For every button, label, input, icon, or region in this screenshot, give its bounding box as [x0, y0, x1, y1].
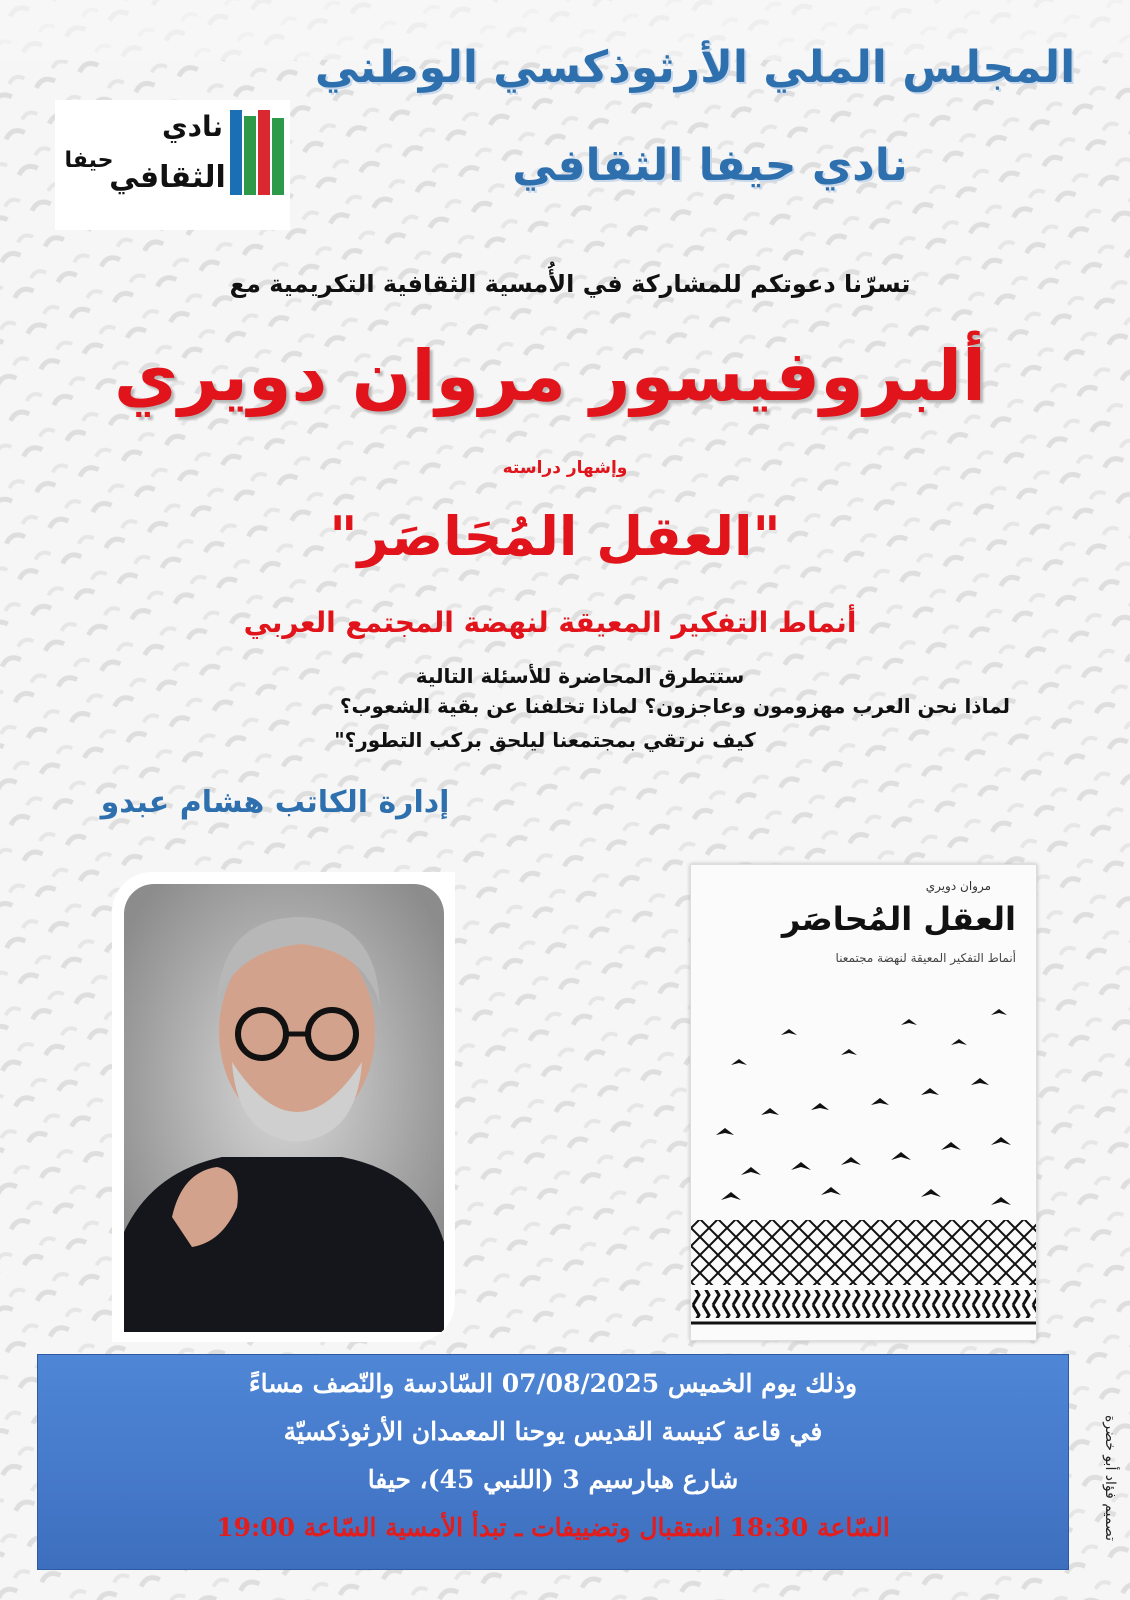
cover-birds-pattern — [691, 985, 1036, 1340]
logo-text-haifa: حيفا — [64, 148, 114, 173]
launch-text: وإشهار دراسته — [502, 458, 628, 478]
logo-text-thaqafi: الثقافي — [109, 160, 226, 195]
event-date-line: وذلك يوم الخميس 07/08/2025 السّادسة والنّصف مساءً — [248, 1369, 858, 1398]
speaker-name: ألبروفيسور مروان دويري — [113, 335, 987, 417]
invitation-text: تسرّنا دعوتكم للمشاركة في الأُمسية الثقافية التكريمية مع — [229, 270, 911, 298]
logo-text-nadi: نادي — [161, 110, 223, 143]
event-time-line: السّاعة 18:30 استقبال وتضييفات ـ تبدأ الأمسية السّاعة 19:00 — [216, 1513, 890, 1542]
speaker-photo — [112, 872, 455, 1342]
book-title: "العقل المُحَاصَر" — [329, 505, 781, 568]
question-1: لماذا نحن العرب مهزومون وعاجزون؟ لماذا تخلفنا عن بقية الشعوب؟ — [339, 694, 1010, 718]
club-logo — [55, 100, 290, 230]
cover-author: مروان دويري — [925, 879, 991, 893]
cover-title: العقل المُحاصَر — [781, 900, 1016, 938]
event-banner — [37, 1354, 1069, 1570]
book-cover — [690, 864, 1037, 1341]
cover-subtitle: أنماط التفكير المعيقة لنهضة مجتمعنا — [835, 951, 1016, 965]
event-address-line: شارع هبارسيم 3 (اللنبي 45)، حيفا — [367, 1465, 739, 1494]
books-icon — [230, 110, 285, 195]
club-heading: نادي حيفا الثقافي — [512, 140, 908, 191]
question-2: كيف نرتقي بمجتمعنا ليلحق بركب التطور؟" — [334, 728, 756, 752]
event-venue-line: في قاعة كنيسة القديس يوحنا المعمدان الأرثوذكسيّة — [283, 1417, 823, 1446]
book-subtitle: أنماط التفكير المعيقة لنهضة المجتمع العربي — [243, 606, 857, 639]
questions-intro: ستتطرق المحاضرة للأسئلة التالية — [415, 664, 745, 688]
council-heading: المجلس الملي الأرثوذكسي الوطني — [314, 42, 1076, 93]
speaker-photo-frame — [112, 872, 455, 1342]
designer-credit: تصميم فؤاد أبو خضرة — [1102, 1415, 1118, 1541]
moderator-text: إدارة الكاتب هشام عبدو — [100, 785, 450, 820]
